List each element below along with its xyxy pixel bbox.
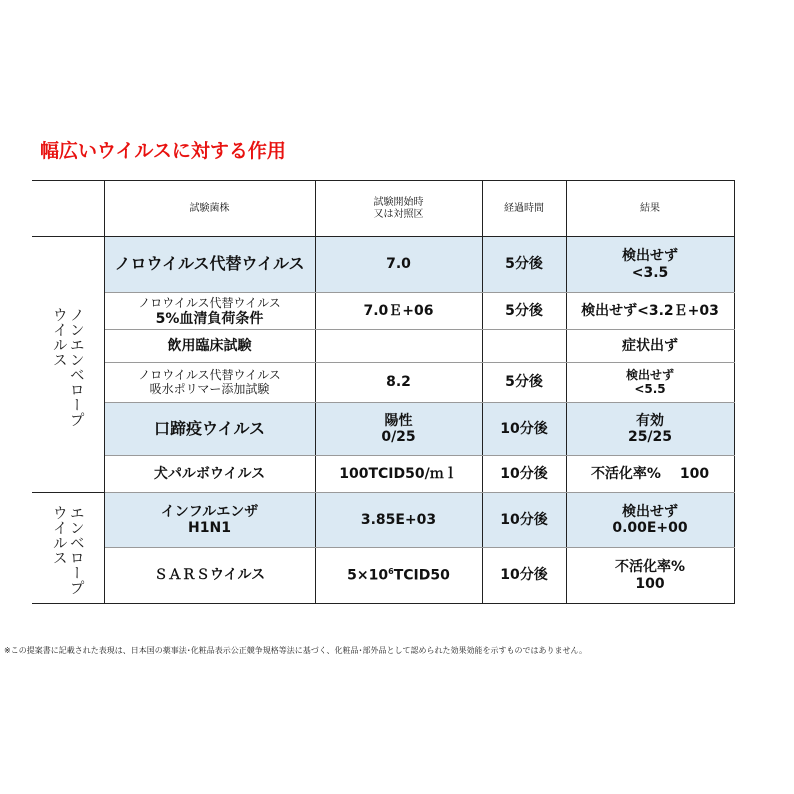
start-cell: 3.85E+03 — [315, 493, 482, 548]
strain-cell: インフルエンザ H1N1 — [104, 493, 315, 548]
start-cell: 7.0 — [315, 237, 482, 293]
table-header-row — [32, 181, 734, 237]
table-row — [32, 403, 734, 456]
result-cell: 不活化率% 100 — [566, 548, 734, 604]
table-row — [32, 548, 734, 604]
result-cell: 検出せず <3.5 — [566, 237, 734, 293]
result-cell: 検出せず 0.00E+00 — [566, 493, 734, 548]
elapsed-cell: 5分後 — [482, 237, 566, 293]
group-label-envelope: エンベロープ ウイルス — [32, 493, 104, 604]
start-cell: 陽性 0/25 — [315, 403, 482, 456]
table-row — [32, 293, 734, 330]
page-title: 幅広いウイルスに対する作用 — [40, 140, 286, 162]
start-cell: 100TCID50/ｍｌ — [315, 456, 482, 493]
elapsed-cell: 5分後 — [482, 293, 566, 330]
elapsed-cell: 10分後 — [482, 548, 566, 604]
start-cell: 7.0Ｅ+06 — [315, 293, 482, 330]
start-cell — [315, 330, 482, 363]
result-cell: 検出せず <5.5 — [566, 363, 734, 403]
strain-cell: 犬パルボウイルス — [104, 456, 315, 493]
strain-cell: ＳＡＲＳウイルス — [104, 548, 315, 604]
start-cell: 8.2 — [315, 363, 482, 403]
header-result: 結果 — [566, 181, 734, 237]
result-cell: 症状出ず — [566, 330, 734, 363]
elapsed-cell: 10分後 — [482, 456, 566, 493]
strain-cell: ノロウイルス代替ウイルス — [104, 237, 315, 293]
strain-cell: ノロウイルス代替ウイルス 5%血清負荷条件 — [104, 293, 315, 330]
table-row — [32, 237, 734, 293]
strain-cell: 飲用臨床試験 — [104, 330, 315, 363]
strain-cell: ノロウイルス代替ウイルス 吸水ポリマー添加試験 — [104, 363, 315, 403]
header-start: 試験開始時 又は対照区 — [315, 181, 482, 237]
virus-effect-table — [32, 180, 735, 604]
header-elapsed: 経過時間 — [482, 181, 566, 237]
elapsed-cell: 10分後 — [482, 403, 566, 456]
start-cell: $5\times 10^6TCID50$ — [315, 548, 482, 604]
table-row — [32, 493, 734, 548]
elapsed-cell: 10分後 — [482, 493, 566, 548]
header-blank — [32, 181, 104, 237]
result-cell: 検出せず<3.2Ｅ+03 — [566, 293, 734, 330]
group-label-non-envelope: ノンエンベロープ ウイルス — [32, 237, 104, 493]
table-row — [32, 330, 734, 363]
disclaimer-footnote: ※この提案書に記載された表現は、日本国の薬事法･化粧品表示公正競争規格等法に基づく、化粧品･部外品として認められた効果効能を示すものではありません。 — [4, 646, 588, 655]
table-row — [32, 363, 734, 403]
elapsed-cell — [482, 330, 566, 363]
elapsed-cell: 5分後 — [482, 363, 566, 403]
strain-cell: 口蹄疫ウイルス — [104, 403, 315, 456]
result-cell: 有効 25/25 — [566, 403, 734, 456]
header-strain: 試験菌株 — [104, 181, 315, 237]
result-cell: 不活化率% 100 — [566, 456, 734, 493]
table-row — [32, 456, 734, 493]
